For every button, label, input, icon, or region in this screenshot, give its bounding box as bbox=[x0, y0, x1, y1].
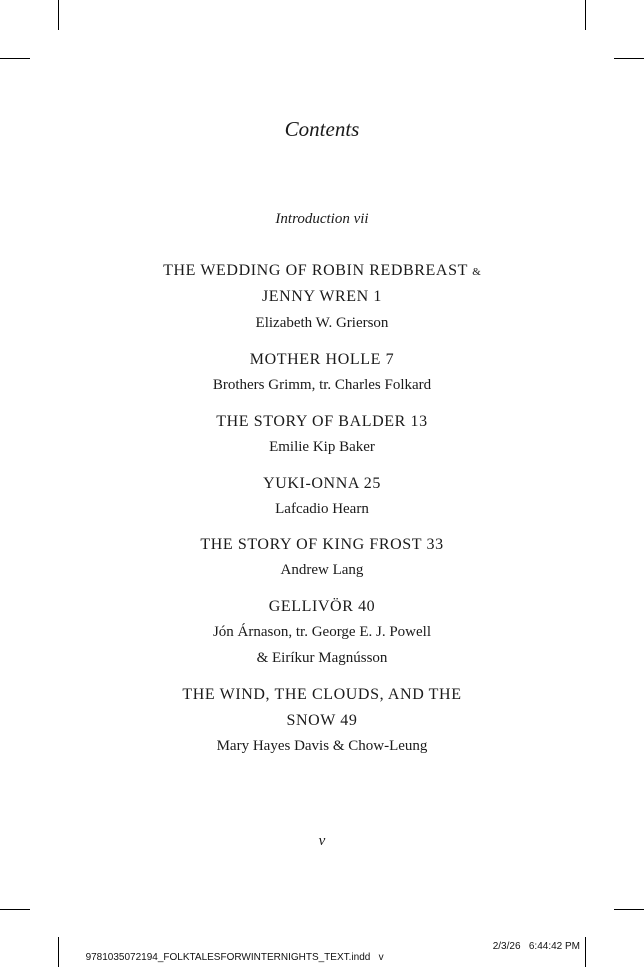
slug-datetime: 2/3/26 6:44:42 PM bbox=[492, 941, 580, 952]
toc-entry-title: GELLIVÖR 40 bbox=[268, 598, 376, 615]
toc-entry-author: Elizabeth W. Grierson bbox=[255, 315, 389, 331]
toc-entry-title: THE STORY OF BALDER 13 bbox=[216, 413, 428, 430]
slug-filename: 9781035072194_FOLKTALESFORWINTERNIGHTS_TEXT.indd v bbox=[85, 952, 384, 963]
toc-entry-title-line: THE WEDDING OF ROBIN REDBREAST bbox=[163, 262, 468, 279]
toc-entry-author: Lafcadio Hearn bbox=[275, 501, 369, 517]
ampersand: & bbox=[472, 266, 481, 278]
toc-entry-title bbox=[0, 262, 644, 280]
toc-entry-title-line2: JENNY WREN 1 bbox=[261, 288, 383, 305]
crop-mark-left-bottom bbox=[0, 909, 30, 910]
toc-entry-author: Brothers Grimm, tr. Charles Folkard bbox=[212, 377, 432, 393]
toc-entry-title-line2: SNOW 49 bbox=[286, 712, 358, 729]
crop-mark-top-right bbox=[585, 0, 586, 30]
page-number: v bbox=[318, 833, 326, 849]
toc-entry-author-line2: & Eiríkur Magnússon bbox=[256, 650, 388, 666]
crop-mark-top-left bbox=[58, 0, 59, 30]
page-title: Contents bbox=[284, 117, 360, 141]
toc-entry-title: YUKI-ONNA 25 bbox=[263, 475, 381, 492]
crop-mark-bottom-left bbox=[58, 937, 59, 967]
toc-entry-title: MOTHER HOLLE 7 bbox=[249, 351, 395, 368]
toc-entry-author: Emilie Kip Baker bbox=[269, 439, 375, 455]
crop-mark-right-bottom bbox=[614, 909, 644, 910]
printer-slug bbox=[80, 941, 580, 974]
toc-entry-author: Jón Árnason, tr. George E. J. Powell bbox=[212, 624, 432, 640]
crop-mark-left-top bbox=[0, 58, 30, 59]
crop-mark-bottom-right bbox=[585, 937, 586, 967]
toc-entry-title: THE STORY OF KING FROST 33 bbox=[200, 536, 444, 553]
toc-entry-author: Mary Hayes Davis & Chow-Leung bbox=[216, 738, 428, 754]
toc-entry-author: Andrew Lang bbox=[280, 562, 364, 578]
introduction-entry: Introduction vii bbox=[275, 211, 369, 227]
toc-entry-title: THE WIND, THE CLOUDS, AND THE bbox=[182, 686, 462, 703]
crop-mark-right-top bbox=[614, 58, 644, 59]
